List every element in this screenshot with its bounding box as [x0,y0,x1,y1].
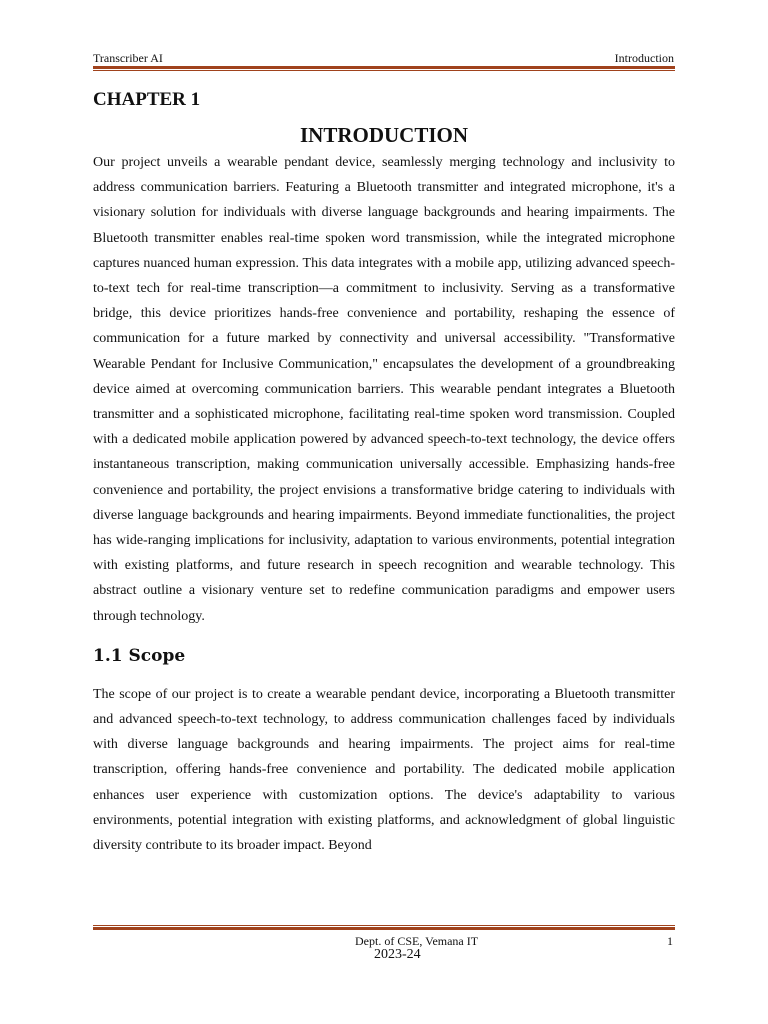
page-body [93,88,675,858]
footer-department: Dept. of CSE, Vemana IT [355,934,479,948]
footer-rule [93,925,675,930]
header-section-name: Introduction [614,51,674,65]
chapter-label: CHAPTER 1 [93,89,201,110]
scope-heading: 1.1 Scope [93,645,186,666]
scope-paragraph: The scope of our project is to create a wearable pendant device, incorporating a Bluetooth transmitter and advanced speech-to-text technology, to address communication challenges faced by individuals with diverse language backgrounds and hearing impairments. The project aims for real-time transcription, offering hands-free convenience and portability. The dedicated mobile application enhances user experience with customization options. The device's adaptability to various environments, potential integration with existing platforms, and acknowledgment of global linguistic diversity contribute to its broader impact. Beyond [93,686,675,854]
intro-paragraph: Our project unveils a wearable pendant device, seamlessly merging technology and inclusivity to address communication barriers. Featuring a Bluetooth transmitter and integrated microphone, it's a visionary solution for individuals with diverse language backgrounds and hearing impairments. The Bluetooth transmitter enables real-time spoken word transmission, while the integrated microphone captures nuanced human expression. This data integrates with a mobile app, utilizing advanced speech-to-text tech for real-time transcription—a commitment to inclusivity. Serving as a transformative bridge, this device prioritizes hands-free convenience and portability, reshaping the essence of communication for a future marked by connectivity and universal accessibility. "Transformative Wearable Pendant for Inclusive Communication," encapsulates the development of a groundbreaking device aimed at overcoming communication barriers. This wearable pendant integrates a Bluetooth transmitter and a sophisticated microphone, facilitating real-time spoken word transmission. Coupled with a dedicated mobile application powered by advanced speech-to-text technology, the device offers instantaneous transcription, making communication universally accessible. Emphasizing hands-free convenience and portability, the project envisions a transformative bridge catering to individuals with diverse language backgrounds and hearing impairments. Beyond immediate functionalities, the project has wide-ranging implications for inclusivity, adaptation to various environments, potential integration with existing platforms, and future research in speech recognition and wearable technology. This abstract outline a visionary venture set to redefine communication paradigms and empower users through technology. [93,155,675,624]
page-header [93,50,674,66]
page-number: 1 [667,934,673,948]
chapter-title: INTRODUCTION [299,123,469,147]
footer-academic-year: 2023-24 [374,947,421,962]
header-project-name: Transcriber AI [93,51,163,65]
header-rule [93,66,675,71]
